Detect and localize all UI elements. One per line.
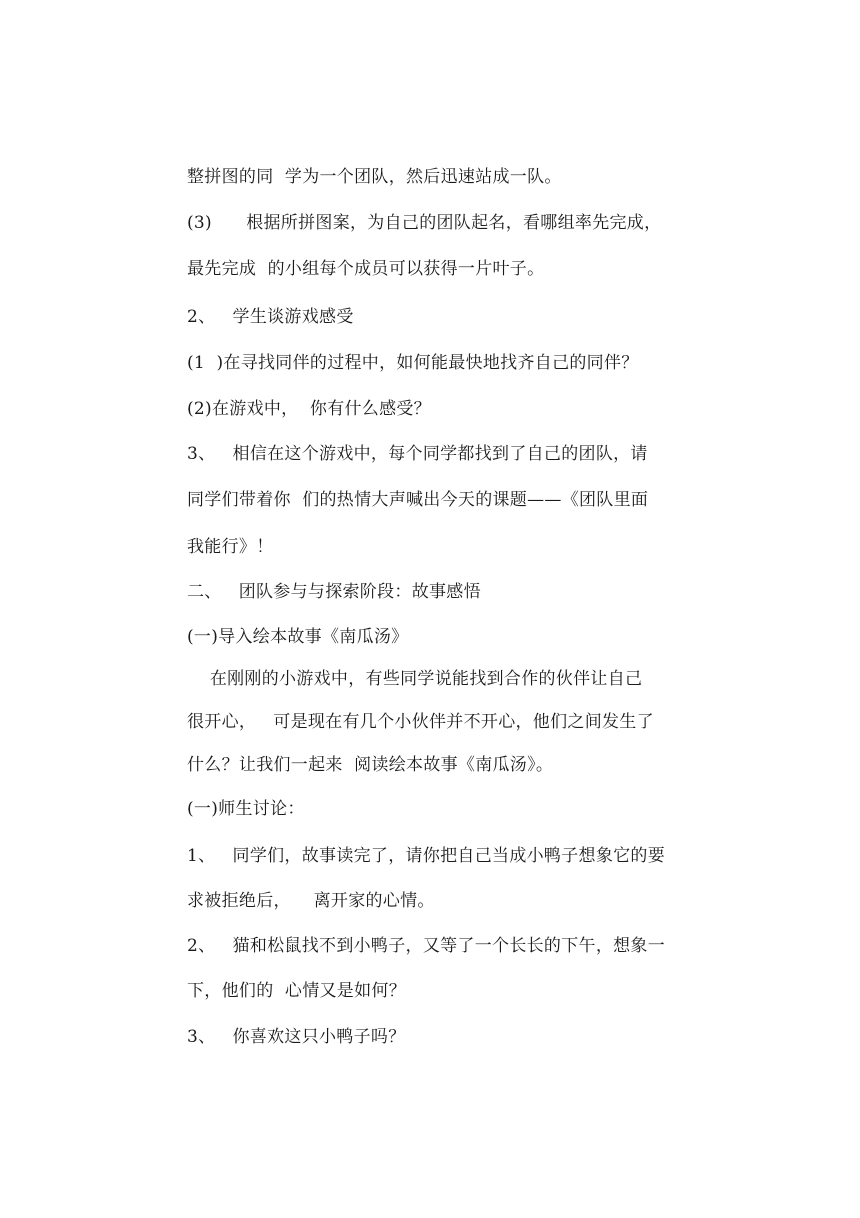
- text-line: 3、 相信在这个游戏中，每个同学都找到了自己的团队，请: [187, 444, 648, 464]
- text-line: 2、 猫和松鼠找不到小鸭子，又等了一个长长的下午，想象一: [187, 936, 666, 956]
- text-line: 我能行》！: [187, 537, 274, 557]
- text-line: 在刚刚的小游戏中，有些同学说能找到合作的伙伴让自己: [187, 669, 643, 689]
- text-line: (1 )在寻找同伴的过程中，如何能最快地找齐自己的同伴？: [187, 353, 639, 373]
- text-line: 同学们带着你 们的热情大声喊出今天的课题——《团队里面: [187, 490, 649, 510]
- text-line: 整拼图的同 学为一个团队，然后迅速站成一队。: [187, 167, 562, 187]
- text-line: 2、 学生谈游戏感受: [187, 307, 354, 327]
- text-line: (一)导入绘本故事《南瓜汤》: [187, 627, 409, 647]
- text-line: 很开心， 可是现在有几个小伙伴并不开心，他们之间发生了: [187, 712, 654, 732]
- text-line: (3) 根据所拼图案，为自己的团队起名，看哪组率先完成，: [187, 213, 662, 233]
- text-line: 3、 你喜欢这只小鸭子吗？: [187, 1027, 406, 1047]
- text-line: 1、 同学们，故事读完了，请你把自己当成小鸭子想象它的要: [187, 846, 666, 866]
- text-line: 下，他们的 心情又是如何？: [187, 981, 407, 1001]
- text-line: (一)师生讨论：: [187, 799, 305, 819]
- text-line: 什么？让我们一起来 阅读绘本故事《南瓜汤》。: [187, 755, 554, 775]
- text-line: 最先完成 的小组每个成员可以获得一片叶子。: [187, 259, 545, 279]
- text-line: (2)在游戏中， 你有什么感受？: [187, 399, 431, 419]
- text-line: 二、 团队参与与探索阶段：故事感悟: [187, 582, 481, 602]
- text-line: 求被拒绝后， 离开家的心情。: [187, 891, 435, 911]
